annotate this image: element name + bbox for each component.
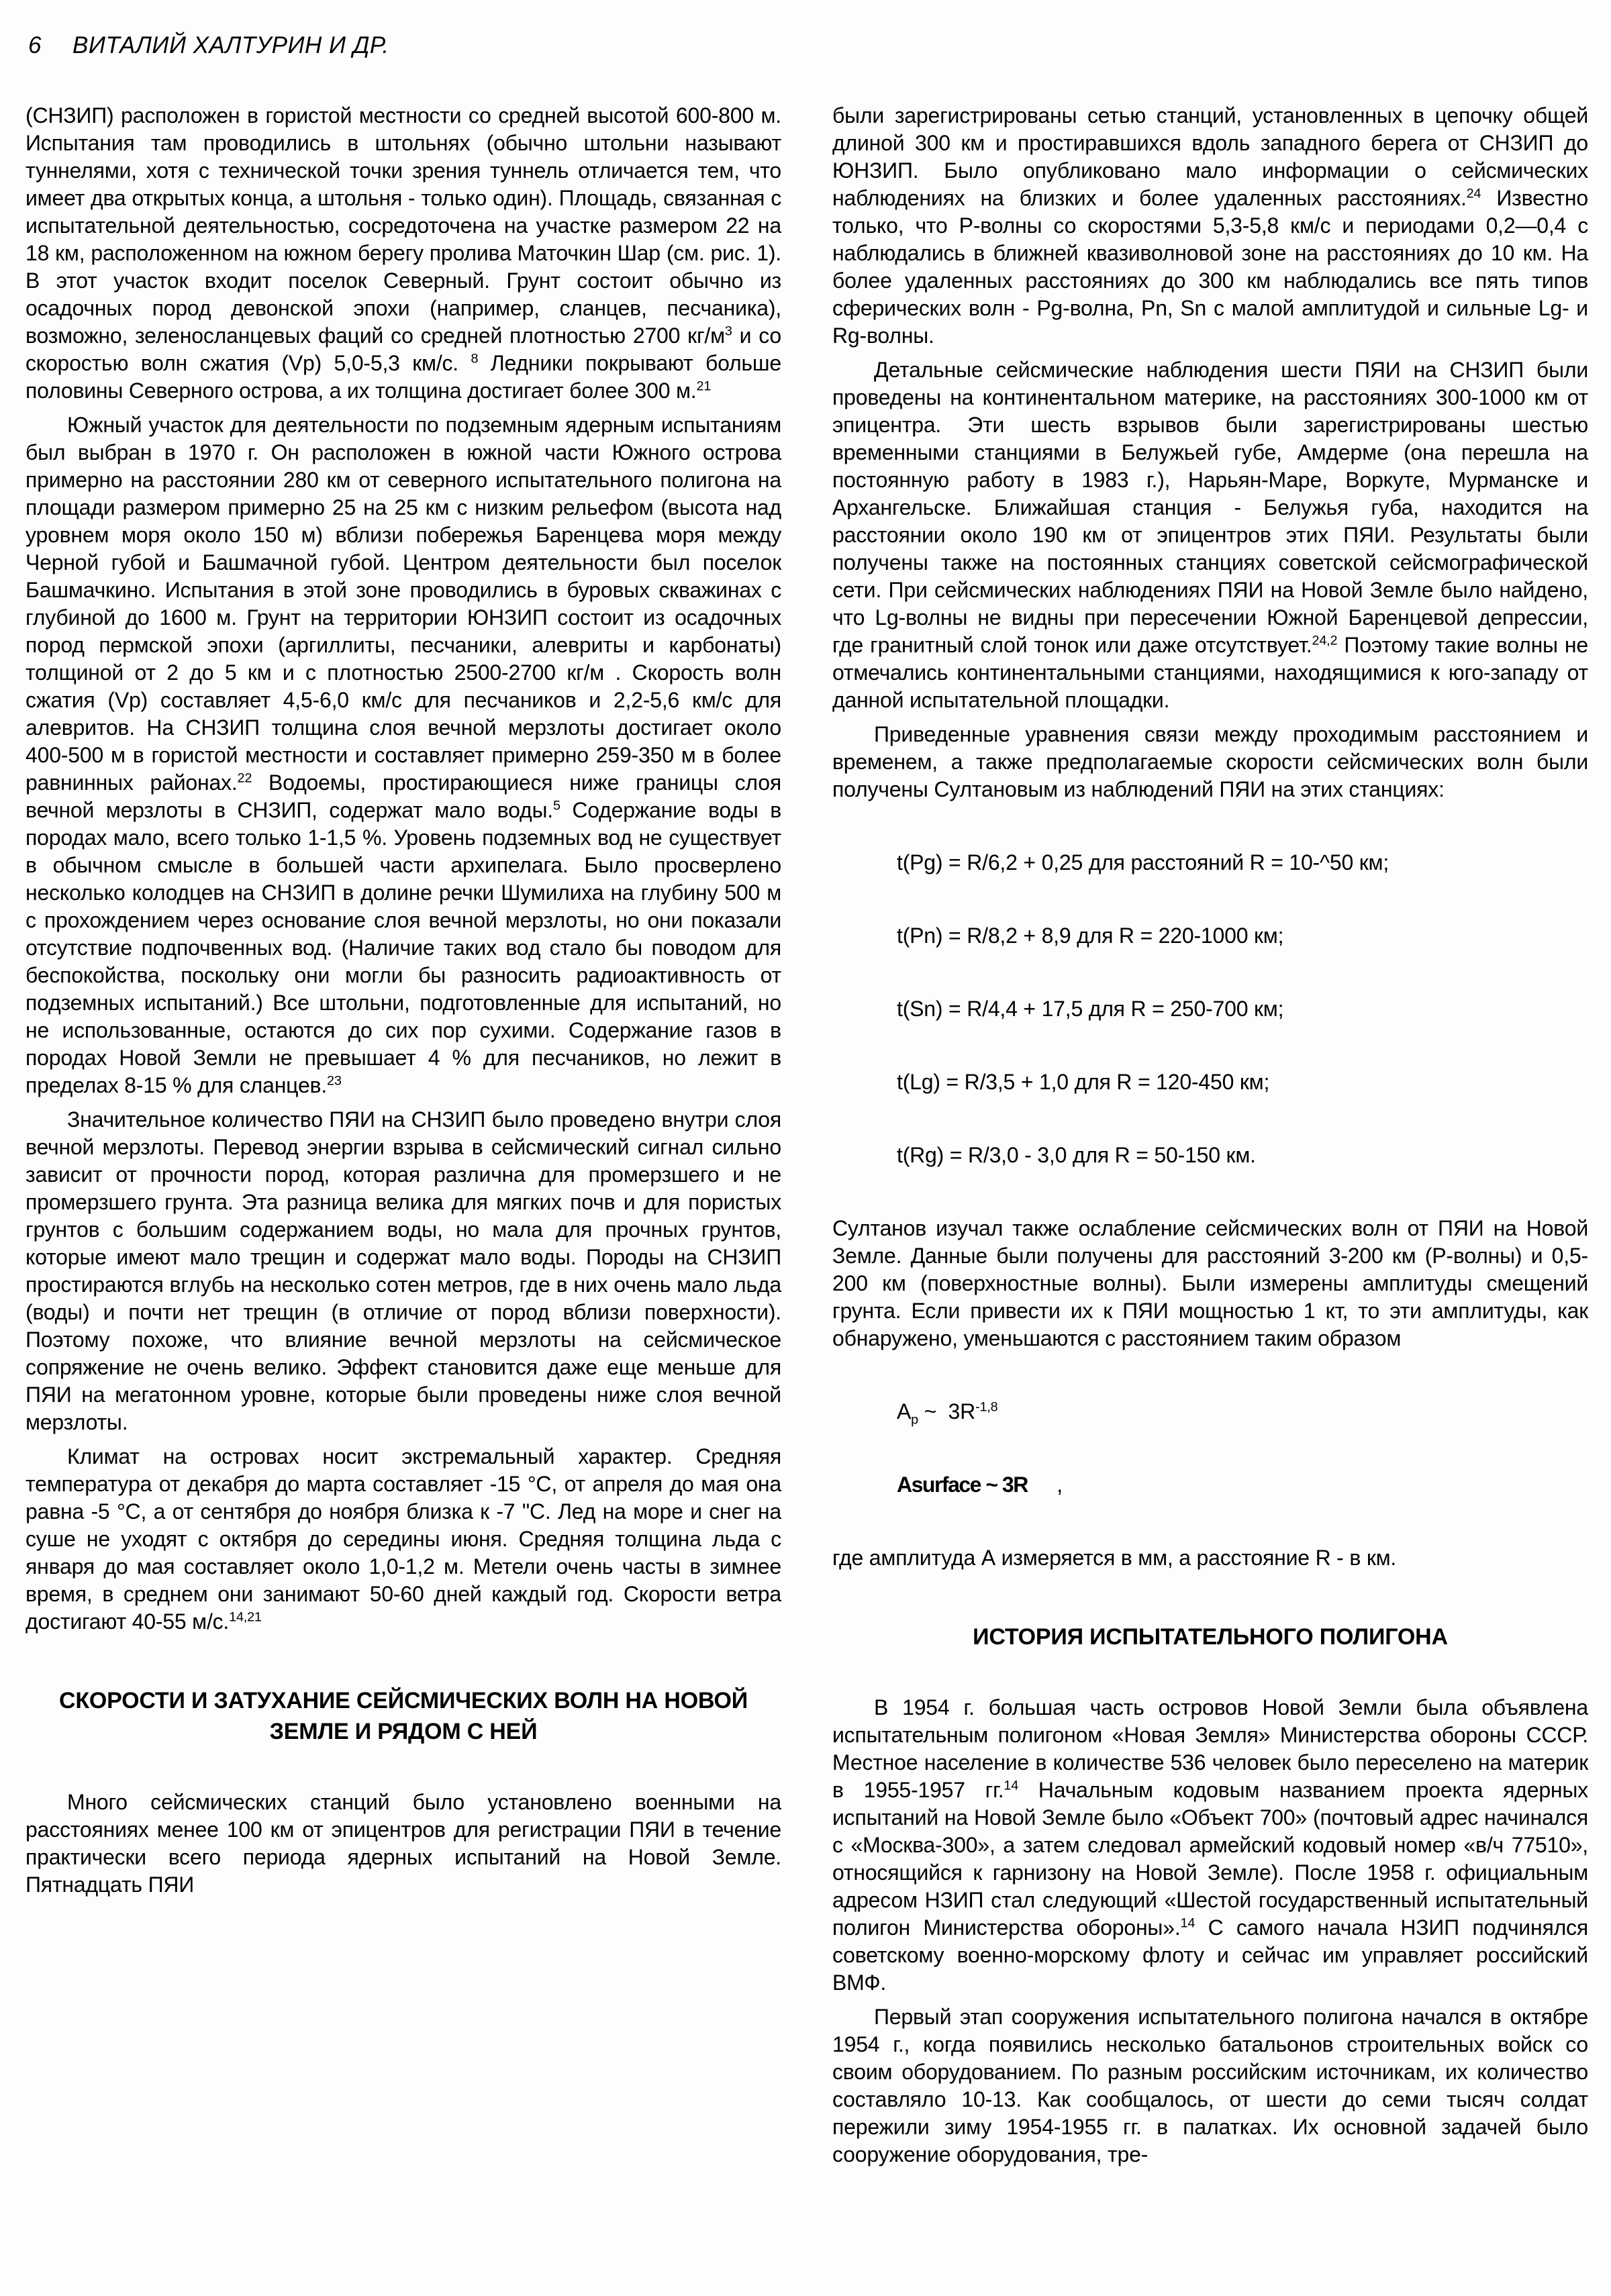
text-run: Водоемы, простирающиеся ниже границы слоя вечной мерзлоты в СНЗИП, содержат мало воды. [26,770,781,822]
paragraph [26,1106,781,1436]
equation [897,1398,1588,1426]
paragraph [832,1544,1588,1572]
text-run: были зарегистрированы сетью станций, установленных в цепочку общей длиной 300 км и простиравшихся вдоль западного берега от СНЗИП до ЮНЗИП. Было опубликовано мало информации о сейсмических наблюдениях на близких и более удаленных расстояниях. [832,103,1588,210]
text-run: Первый этап сооружения испытательного полигона начался в октябре 1954 г., когда появились несколько батальонов строительных войск со своим оборудованием. По разным российским источникам, их количество составляло 10-13. Как сообщалось, от шести до семи тысяч солдат пережили зиму 1954-1955 гг. в палатках. Их основной задачей было сооружение оборудования, тре- [832,2005,1588,2166]
superscript-ref: 22 [237,770,252,786]
paragraph [26,102,781,405]
paragraph [26,1789,781,1899]
equation [897,1471,1588,1499]
text-run: t(Lg) = R/3,5 + 1,0 для R = 120-450 км; [897,1070,1270,1094]
page-number: 6 [28,32,42,58]
text-run: Приведенные уравнения связи между проходимым расстоянием и временем, а также предполагаемые скорости сейсмических волн были получены Султановым из наблюдений ПЯИ на этих станциях: [832,722,1588,801]
superscript-ref: 21 [696,379,712,394]
text-run: Известно только, что Р-волны со скоростями 5,3-5,8 км/с и периодами 0,2—0,4 с наблюдались в ближней квазиволновой зоне на расстояниях до 10 км. На более удаленных расстояниях до 300 км наблюдались все пять типов сферических волн - Pg-волна, Pn, Sn с малой амплитудой и сильные Lg- и Rg-волны. [832,186,1589,348]
text-run: t(Pn) = R/8,2 + 8,9 для R = 220-1000 км; [897,924,1284,948]
paragraph [832,2003,1588,2168]
text-run: (СНЗИП) расположен в гористой местности со средней высотой 600-800 м. Испытания там проводились в штольнях (обычно штольни называют туннелями, хотя с технической точки зрения туннель отличается тем, что имеет два открытых конца, а штольня - только один). Площадь, связанная с испытательной деятельностью, сосредоточена на участке размером 22 на 18 км, расположенном на южном берегу пролива Маточкин Шар (см. рис. 1). В этот участок входит поселок Северный. Грунт состоит обычно из осадочных пород девонской эпохи (например, сланцев, песчаника), возможно, зеленосланцевых фаций со средней плотностью 2700 кг/м [26,103,781,348]
text-run: t(Sn) = R/4,4 + 17,5 для R = 250-700 км; [897,997,1284,1021]
paragraph [832,356,1588,714]
text-run: Поэтому такие волны не отмечались континентальными станциями, находящимися к юго-западу от данной испытательной площадки. [832,633,1588,712]
right-column [832,102,1588,2175]
paragraph [832,1215,1588,1352]
text-run: , [1027,1473,1063,1497]
paragraph [26,411,781,1099]
text-run: t(Pg) = R/6,2 + 0,25 для расстояний R = 10-^50 км; [897,850,1389,875]
equation [897,995,1588,1023]
equation [897,922,1588,950]
superscript-ref: 24,2 [1312,633,1338,648]
text-run: Значительное количество ПЯИ на СНЗИП было проведено внутри слоя вечной мерзлоты. Перевод энергии взрыва в сейсмический сигнал сильно зависит от прочности пород, которая различна для промерзшего и не промерзшего грунта. Эта разница велика для мягких почв и для пористых грунтов с большим содержанием воды, но мала для прочных грунтов, которые имеют мало трещин и содержат мало воды. Породы на СНЗИП простираются вглубь на несколько сотен метров, где в них очень мало льда (воды) и почти нет трещин (в отличие от пород вблизи поверхности). Поэтому похоже, что влияние вечной мерзлоты на сейсмическое сопряжение не очень велико. Эффект становится даже еще меньше для ПЯИ на мегатонном уровне, которые были проведены ниже слоя вечной мерзлоты. [26,1107,781,1434]
text-run: ~ 3R [918,1399,976,1424]
text-run: Ледники покрывают больше половины Северного острова, а их толщина достигает более 300 м. [26,351,781,403]
text-run: Климат на островах носит экстремальный характер. Средняя температура от декабря до марта составляет -15 °С, от апреля до мая она равна -5 °С, а от сентября до ноября близка к -7 "С. Лед на море и снег на суше не уходят с октября до середины июня. Средняя толщина льда с января до мая составляет около 1,0-1,2 м. Метели очень часты в зимнее время, в среднем они занимают 50-60 дней каждый год. Скорости ветра достигают 40-55 м/с. [26,1444,781,1634]
text-run: A [897,1399,912,1424]
left-column [26,102,781,2175]
page-header [28,32,1588,59]
superscript-ref: 14 [1180,1915,1195,1931]
section-heading: ИСТОРИЯ ИСПЫТАТЕЛЬНОГО ПОЛИГОНА [973,1624,1448,1650]
equation [897,1068,1588,1096]
subscript: p [911,1412,918,1428]
text-run: где амплитуда А измеряется в мм, а расстояние R - в км. [832,1546,1397,1570]
running-head: ВИТАЛИЙ ХАЛТУРИН И ДР. [72,32,389,58]
text-run: Начальным кодовым названием проекта ядерных испытаний на Новой Земле было «Объект 700» (почтовый адрес начинался с «Москва-300», а затем следовал армейский кодовый номер «в/ч 77510», относящийся к гарнизону на Новой Земле). После 1958 г. официальным адресом НЗИП стал следующий «Шестой государственный испытательный полигон Министерства обороны». [832,1778,1588,1940]
paragraph [832,1694,1588,1997]
text-run: и со скоростью волн сжатия (Vp) 5,0-5,3 км/с. [26,323,781,375]
superscript-ref: 8 [471,351,479,366]
text-run: Южный участок для деятельности по подземным ядерным испытаниям был выбран в 1970 г. Он расположен в южной части Южного острова примерно на расстоянии 280 км от северного испытательного полигона на площади размером примерно 25 на 25 км с низким рельефом (высота над уровнем моря около 150 м) вблизи побережья Баренцева моря между Черной губой и Башмачной губой. Центром деятельности был поселок Башмачкино. Испытания в этой зоне проводились в буровых скважинах с глубиной до 1600 м. Грунт на территории ЮНЗИП состоит из осадочных пород пермской эпохи (аргиллиты, песчаники, алевриты и карбонаты) толщиной от 2 до 5 км и с плотностью 2500-2700 кг/м . Скорость волн сжатия (Vp) составляет 4,5-6,0 км/с для песчаников и 2,2-5,6 км/с для алевритов. На СНЗИП толщина слоя вечной мерзлоты достигает около 400-500 м в гористой местности и составляет примерно 259-350 м в более равнинных районах. [26,413,781,795]
text-run: В 1954 г. большая часть островов Новой Земли была объявлена испытательным полигоном «Новая Земля» Министерства обороны СССР. Местное население в количестве 536 человек было переселено на материк в 1955-1957 гг. [832,1695,1588,1802]
text-run: Asurface ~ 3R [897,1473,1028,1497]
equation [897,1142,1588,1169]
text-run: Содержание воды в породах мало, всего только 1-1,5 %. Уровень подземных вод не существует в обычном смысле в большей части архипелага. Было просверлено несколько колодцев на СНЗИП в долине речки Шумилиха на глубину 500 м с прохождением через основание слоя вечной мерзлоты, но они показали отсутствие подпочвенных вод. (Наличие таких вод стало бы поводом для беспокойства, поскольку они могли бы разносить радиоактивность от подземных испытаний.) Все штольни, подготовленные для испытаний, но не использованные, остаются до сих пор сухими. Содержание газов в породах Новой Земли не превышает 4 % для песчаников, но лежит в пределах 8-15 % для сланцев. [26,798,781,1097]
superscript-ref: 14 [1004,1778,1019,1793]
superscript-ref: -1,8 [975,1399,998,1415]
superscript-ref: 5 [552,798,560,813]
text-run: Султанов изучал также ослабление сейсмических волн от ПЯИ на Новой Земле. Данные были получены для расстояний 3-200 км (Р-волны) и 0,5-200 км (поверхностные волны). Были измерены амплитуды смещений грунта. Если привести их к ПЯИ мощностью 1 кт, то эти амплитуды, как обнаружено, уменьшаются с расстоянием таким образом [832,1216,1588,1350]
section-heading: СКОРОСТИ И ЗАТУХАНИЕ СЕЙСМИЧЕСКИХ ВОЛН НА НОВОЙ ЗЕМЛЕ И РЯДОМ С НЕЙ [59,1688,748,1744]
text-run: Детальные сейсмические наблюдения шести ПЯИ на СНЗИП были проведены на континентальном материке, на расстояниях 300-1000 км от эпицентра. Эти шесть взрывов были зарегистрированы шестью временными станциями в Белужьей губе, Амдерме (она перешла на постоянную работу в 1983 г.), Нарьян-Маре, Воркуте, Мурманске и Архангельске. Ближайшая станция - Белужья губа, находится на расстоянии около 190 км от эпицентров этих ПЯИ. Результаты были получены также на постоянных станциях советской сейсмографической сети. При сейсмических наблюдениях ПЯИ на Новой Земле было найдено, что Lg-волны не видны при пересечении Южной Баренцевой депрессии, где гранитный слой тонок или даже отсутствует. [832,358,1588,657]
paragraph [832,102,1588,350]
paragraph [26,1443,781,1636]
superscript-ref: 3 [724,323,732,339]
superscript-ref: 14,21 [229,1609,262,1625]
superscript-ref: 23 [327,1073,342,1089]
text-run: Много сейсмических станций было установлено военными на расстояниях менее 100 км от эпицентров для регистрации ПЯИ в течение практически всего периода ядерных испытаний на Новой Земле. Пятнадцать ПЯИ [26,1790,781,1897]
text-run: t(Rg) = R/3,0 - 3,0 для R = 50-150 км. [897,1143,1256,1167]
paragraph [832,721,1588,803]
equation [897,849,1588,877]
text-run: С самого начала НЗИП подчинялся советскому военно-морскому флоту и сейчас им управляет российский ВМФ. [832,1915,1588,1995]
two-column-layout [26,102,1588,2175]
superscript-ref: 24 [1466,186,1481,201]
